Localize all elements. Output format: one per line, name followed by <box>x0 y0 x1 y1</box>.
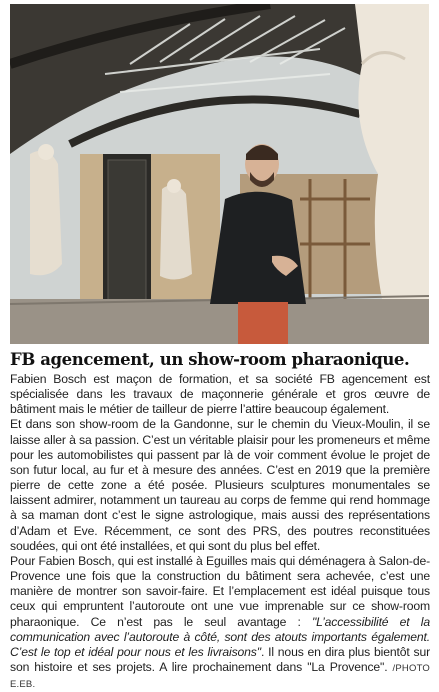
article-photo <box>10 4 429 344</box>
photo-credit: /PHOTO E.EB. <box>10 662 430 691</box>
paragraph-3-end: . Il nous en dira plus bientôt sur son histoire et ses projets. A lire prochainement dans "La Provence". <box>10 644 430 674</box>
paragraph-2: Et dans son show-room de la Gandonne, sur le chemin du Vieux-Moulin, il se laisse aller à sa passion. C’est un véritable plaisir pour les promeneurs et même pour les automobilistes qui passent par là de voir comment évolue le projet de son futur local, au fur et à mesure des années. C’est en 2019 que la première pierre de cette zone a été posée. Plusieurs sculptures monumentales se laissent admirer, notamment un taureau au corps de femme qui rend hommage à sa maman dont c’est le signe astrologique, mais aussi des représentations d’Adam et Eve. Récemment, ce sont des PRS, des poutres reconstituées soudées, qui ont été installées, et qui sont du plus bel effet. <box>10 417 430 553</box>
paragraph-3 <box>10 554 430 692</box>
paragraph-3-text: Pour Fabien Bosch, qui est installé à Eguilles mais qui déménagera à Salon-de-Provence une fois que la construction du bâtiment sera achevée, c’est une manière de montrer son savoir-faire. Et l’emplacement est idéal puisque tous ceux qui empruntent l’autoroute ont une vue imprenable sur ce show-room pharaonique. Ce n’est pas le seul avantage : <box>10 553 430 629</box>
paragraph-1: Fabien Bosch est maçon de formation, et sa société FB agencement est spécialisée dans les travaux de maçonnerie générale et gros œuvre de bâtiment mais le métier de tailleur de pierre l’attire beaucoup également. <box>10 372 430 417</box>
showroom-photo-illustration <box>10 4 429 344</box>
article-body <box>10 372 430 692</box>
headline: FB agencement, un show-room pharaonique. <box>10 350 410 369</box>
quote: "L’accessibilité et la communication avec l’autoroute à côté, sont des atouts importants également. C’est le top et idéal pour nous et les livraisons" <box>10 614 430 659</box>
